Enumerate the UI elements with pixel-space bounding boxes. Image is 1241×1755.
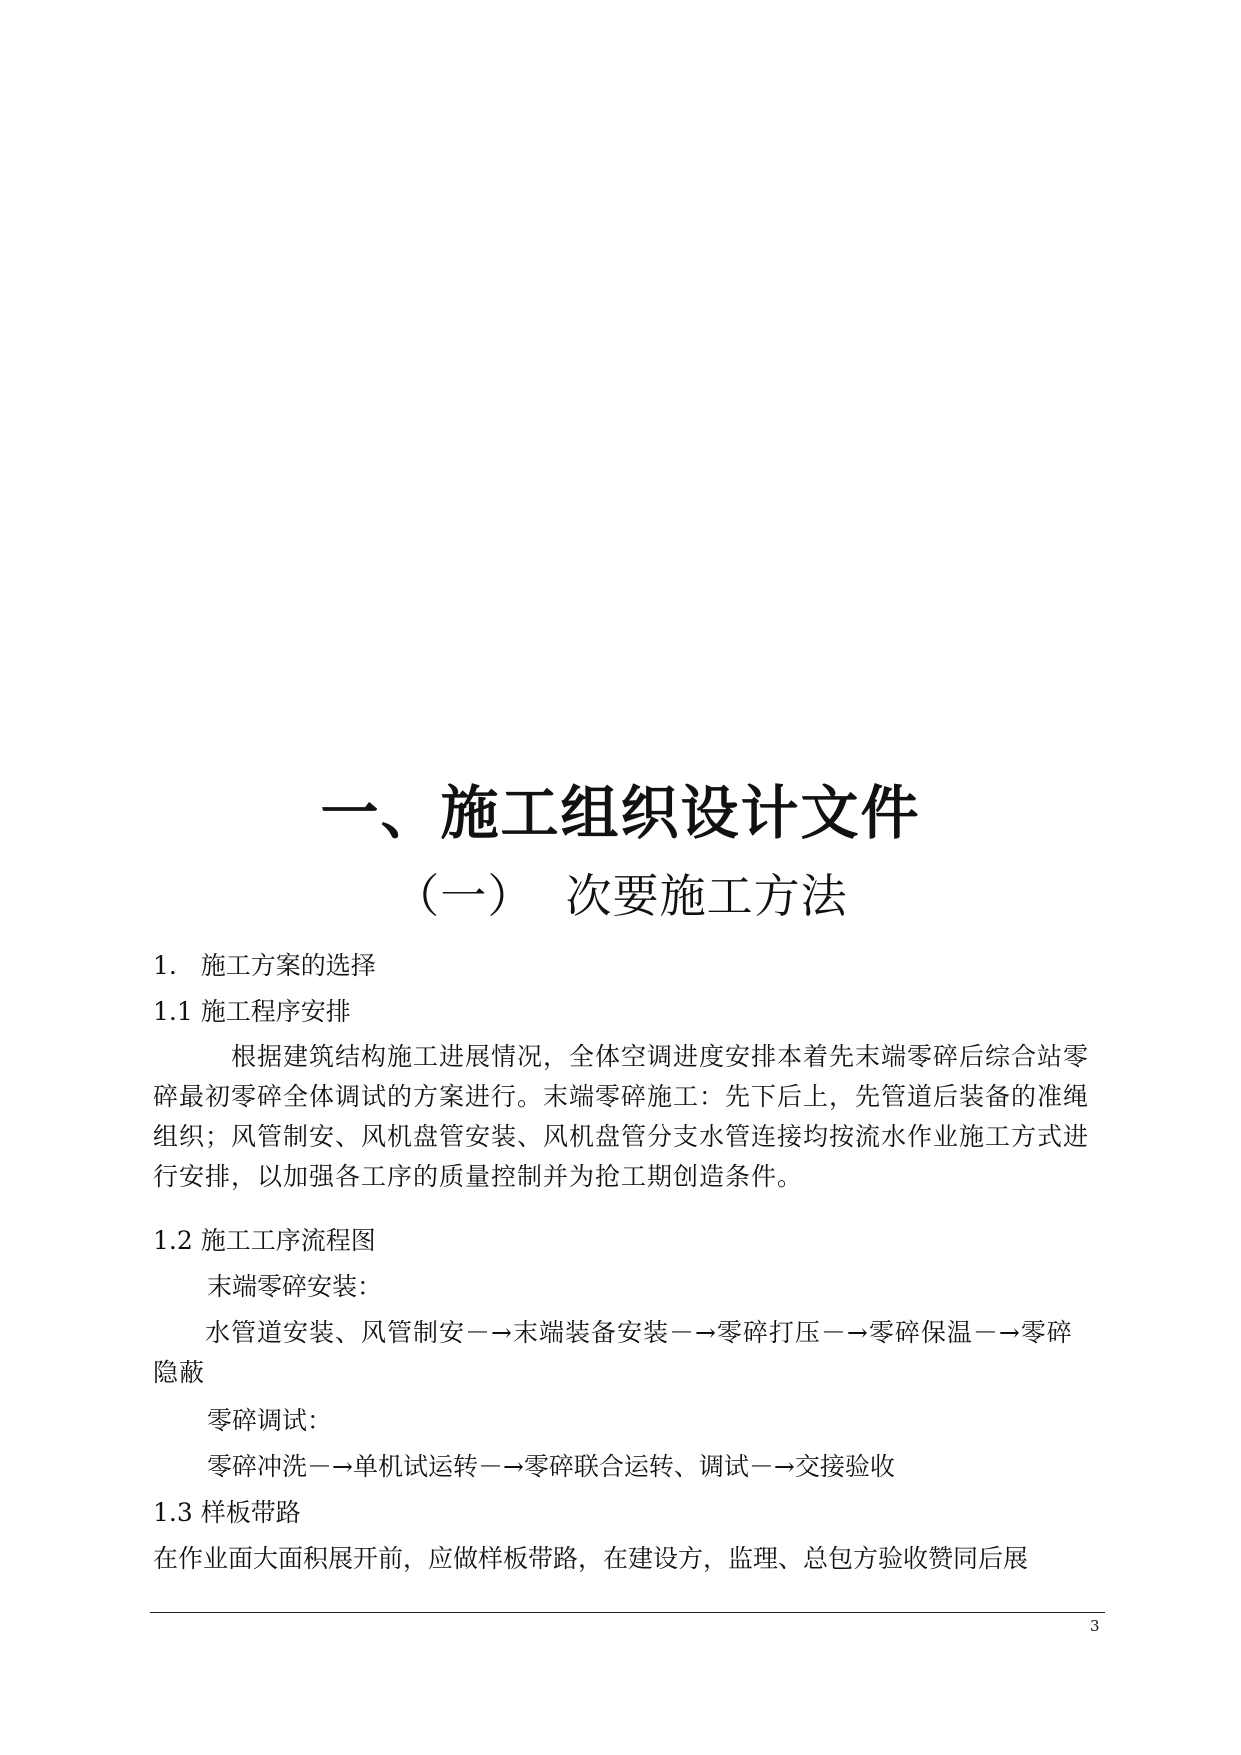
paragraph-construction-sequence: 根据建筑结构施工进展情况，全体空调进度安排本着先末端零碎后综合站零碎最初零碎全体调试的方案进行。末端零碎施工：先下后上，先管道后装备的准绳组织；风管制安、风机盘管安装、风机盘管分支水管连接均按流水作业施工方式进行安排，以加强各工序的质量控制并为抢工期创造条件。 bbox=[153, 1042, 1090, 1191]
terminal-install-flow: 水管道安装、风管制安－→末端装备安装－→零碎打压－→零碎保温－→零碎隐蔽 bbox=[153, 1318, 1073, 1387]
heading-1-1: 1.1 施工程序安排 bbox=[153, 997, 351, 1026]
section-subtitle: （一） 次要施工方法 bbox=[393, 869, 848, 923]
heading-1-3: 1.3 样板带路 bbox=[153, 1498, 301, 1527]
page-number: 3 bbox=[1090, 1617, 1100, 1635]
terminal-install-label: 末端零碎安装： bbox=[207, 1272, 383, 1301]
page-title: 一、施工组织设计文件 bbox=[320, 779, 921, 847]
heading-1-2: 1.2 施工工序流程图 bbox=[153, 1226, 376, 1255]
heading-1: 1. 施工方案的选择 bbox=[153, 951, 376, 980]
system-debug-label: 零碎调试： bbox=[207, 1406, 333, 1435]
system-debug-flow: 零碎冲洗－→单机试运转－→零碎联合运转、调试－→交接验收 bbox=[207, 1452, 895, 1481]
paragraph-sample-lead: 在作业面大面积展开前，应做样板带路，在建设方，监理、总包方验收赞同后展 bbox=[153, 1544, 1029, 1573]
footer-rule bbox=[150, 1612, 1105, 1613]
